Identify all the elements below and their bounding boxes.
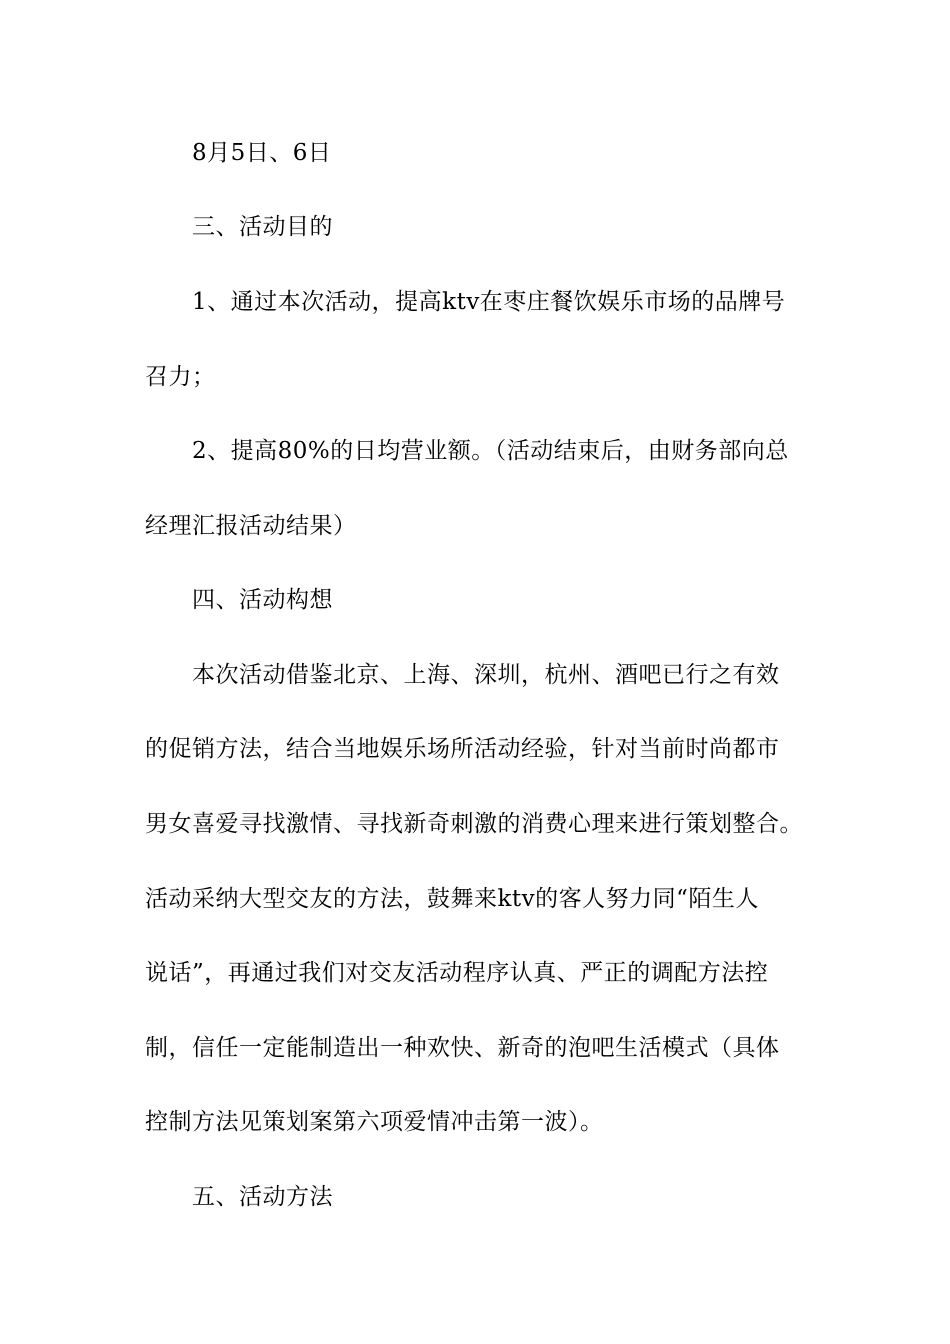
date-line: 8月5日、6日: [192, 140, 332, 166]
paragraph-line: 制，信任一定能制造出一种欢快、新奇的泡吧生活模式（具体: [145, 1035, 780, 1061]
paragraph-line: 2、提高80%的日均营业额。（活动结束后，由财务部向总: [192, 438, 789, 464]
section-heading-3: 三、活动目的: [192, 214, 333, 240]
paragraph-line: 活动采纳大型交友的方法，鼓舞来ktv的客人努力同“陌生人: [145, 886, 759, 912]
section-heading-4: 四、活动构想: [192, 587, 333, 613]
paragraph-line: 召力；: [145, 364, 216, 390]
paragraph-line: 经理汇报活动结果）: [145, 513, 357, 539]
paragraph-line: 1、通过本次活动，提高ktv在枣庄餐饮娱乐市场的品牌号: [192, 289, 786, 315]
paragraph-line: 本次活动借鉴北京、上海、深圳，杭州、酒吧已行之有效: [192, 662, 780, 688]
paragraph-line: 说话”，再通过我们对交友活动程序认真、严正的调配方法控: [145, 960, 769, 986]
paragraph-line: 控制方法见策划案第六项爱情冲击第一波）。: [145, 1109, 604, 1135]
paragraph-line: 的促销方法，结合当地娱乐场所活动经验，针对当前时尚都市: [145, 736, 780, 762]
paragraph-line: 男女喜爱寻找激情、寻找新奇刺激的消费心理来进行策划整合。: [145, 811, 803, 837]
section-heading-5: 五、活动方法: [192, 1184, 333, 1210]
